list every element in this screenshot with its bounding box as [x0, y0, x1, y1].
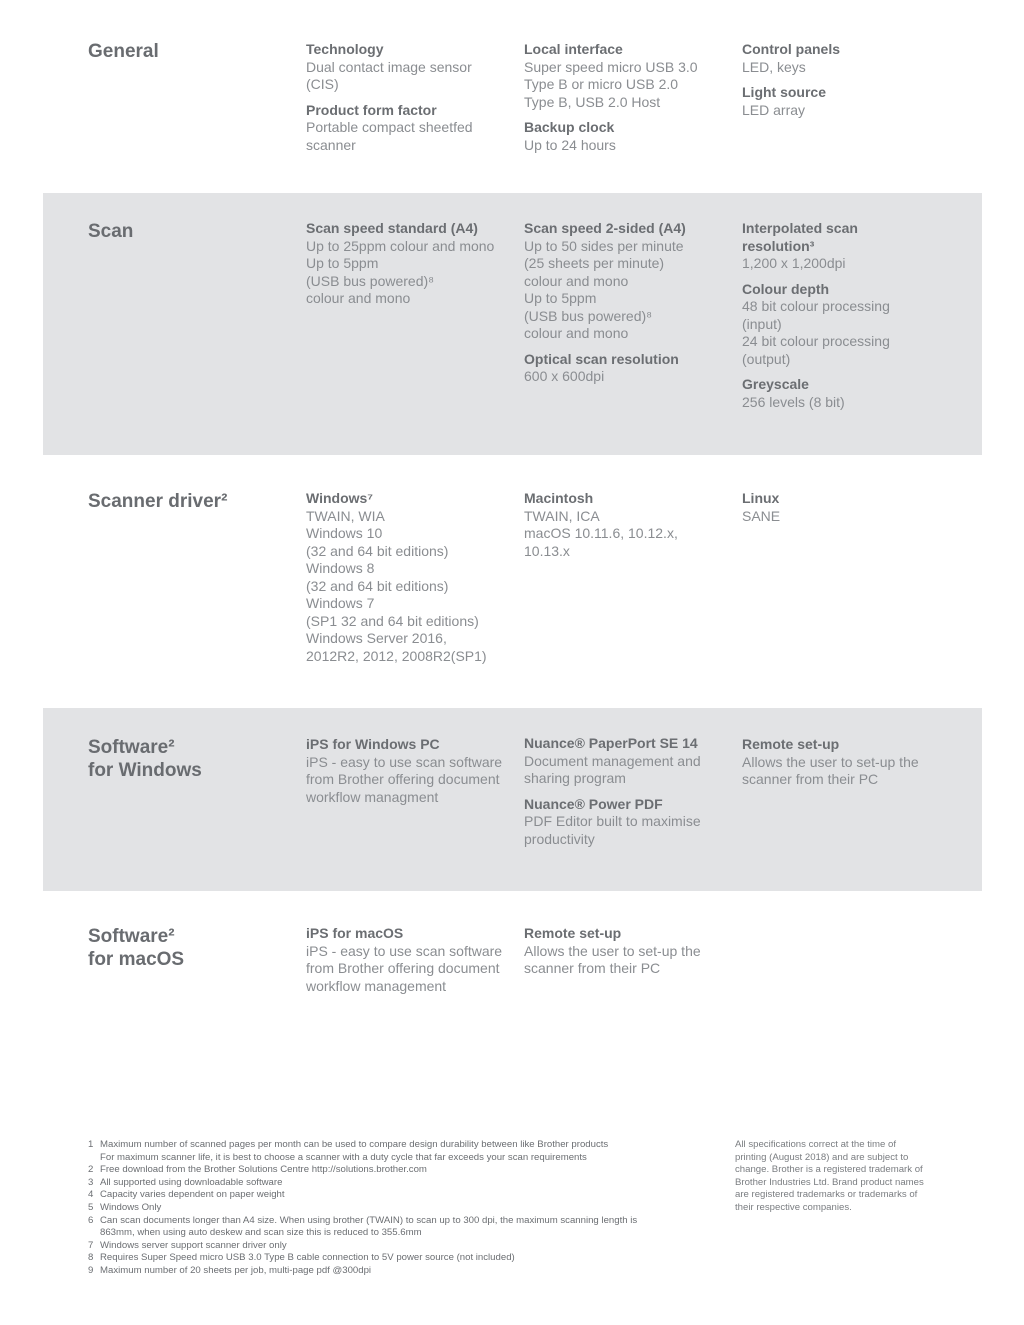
spec-title: Nuance® PaperPort SE 14	[524, 735, 698, 751]
spec-title: Technology	[306, 41, 384, 57]
spec-value: (CIS)	[306, 76, 339, 92]
footnote-text	[100, 1240, 698, 1253]
footnote-text	[100, 1252, 698, 1265]
spec-title: Scan speed standard (A4)	[306, 220, 478, 236]
footnote-line: For maximum scanner life, it is best to choose a scanner with a duty cycle that far exceeds your scan requirements	[100, 1151, 587, 1163]
footnote-line: Requires Super Speed micro USB 3.0 Type B cable connection to 5V power source (not included)	[100, 1252, 515, 1264]
spec-value: (USB bus powered)⁸	[306, 272, 435, 289]
sw-windows-col-3	[742, 736, 947, 797]
footnote-text	[100, 1202, 698, 1215]
spec-value: from Brother offering document	[306, 771, 500, 787]
spec-value: Up to 5ppm	[524, 290, 597, 306]
footnote-item	[88, 1252, 698, 1265]
spec-value: sharing program	[524, 770, 626, 786]
spec-value: (SP1 32 and 64 bit editions)	[306, 612, 479, 629]
spec-title: Colour depth	[742, 280, 830, 297]
spec-title: Remote set-up	[742, 736, 840, 752]
spec-title: Scan speed 2-sided (A4)	[524, 220, 686, 236]
spec-value: colour and mono	[524, 272, 629, 289]
spec-title: iPS for macOS	[306, 925, 404, 941]
spec-value: Windows 10	[306, 525, 383, 541]
footnote-number: 6	[88, 1214, 94, 1226]
spec-title: resolution³	[742, 237, 815, 254]
disclaimer-line: change. Brother is a registered trademark of	[735, 1164, 923, 1176]
spec-value: LED array	[742, 101, 806, 118]
spec-block	[306, 220, 511, 308]
spec-block	[742, 376, 947, 411]
spec-value: workflow managment	[306, 788, 439, 805]
spec-value: Allows the user to set-up the	[742, 753, 919, 770]
disclaimer-line: printing (August 2018) and are subject to	[735, 1151, 909, 1163]
spec-block	[306, 102, 511, 155]
disclaimer-line: All specifications correct at the time of	[735, 1139, 897, 1150]
spec-block	[306, 925, 511, 995]
spec-value: Document management and	[524, 752, 701, 769]
scan-section-title: Scan	[88, 221, 134, 242]
spec-value: (32 and 64 bit editions)	[306, 577, 449, 594]
spec-value: scanner	[306, 136, 356, 153]
footnote-number: 8	[88, 1252, 94, 1264]
spec-value: (USB bus powered)⁸	[524, 307, 653, 324]
spec-value: 256 levels (8 bit)	[742, 393, 845, 410]
footnote-item	[88, 1139, 698, 1164]
spec-value: from Brother offering document	[306, 960, 500, 976]
spec-value: iPS - easy to use scan software	[306, 942, 503, 959]
spec-value: 10.13.x	[524, 542, 570, 559]
spec-value: Up to 24 hours	[524, 136, 616, 153]
driver-col-1	[306, 490, 511, 673]
spec-value: Up to 5ppm	[306, 255, 379, 271]
spec-value: Windows 7	[306, 595, 375, 611]
sw-macos-col-2	[524, 925, 729, 986]
spec-title: Greyscale	[742, 376, 809, 392]
footnote-number: 2	[88, 1164, 94, 1176]
spec-value: 48 bit colour processing	[742, 298, 890, 314]
spec-block	[524, 796, 729, 849]
spec-value: PDF Editor built to maximise	[524, 813, 701, 829]
spec-title: Nuance® Power PDF	[524, 795, 663, 812]
spec-title: Optical scan resolution	[524, 350, 679, 367]
general-col-3	[742, 41, 947, 127]
disclaimer	[735, 1139, 940, 1215]
disclaimer-line: are registered trademarks or trademarks of	[735, 1189, 918, 1201]
spec-value: Dual contact image sensor	[306, 58, 472, 75]
spec-block	[306, 736, 511, 806]
spec-value: 1,200 x 1,200dpi	[742, 255, 846, 271]
spec-value: TWAIN, ICA	[524, 507, 600, 524]
spec-title: Product form factor	[306, 101, 437, 118]
spec-block	[742, 41, 947, 76]
scan-col-2	[524, 220, 729, 394]
spec-value: 2012R2, 2012, 2008R2(SP1)	[306, 647, 487, 664]
sw-macos-col-1	[306, 925, 511, 1003]
spec-block	[742, 736, 947, 789]
spec-title: Local interface	[524, 41, 623, 57]
spec-value: SANE	[742, 507, 781, 524]
spec-value: scanner from their PC	[524, 960, 661, 976]
footnote-line: Windows server support scanner driver only	[100, 1239, 287, 1251]
spec-value: LED, keys	[742, 58, 806, 75]
spec-block	[524, 220, 729, 343]
software-macos-title-line2: for macOS	[88, 949, 185, 970]
spec-title: Interpolated scan	[742, 220, 858, 236]
spec-value: colour and mono	[306, 290, 411, 306]
footnote-line: Capacity varies dependent on paper weight	[100, 1189, 285, 1201]
spec-block	[306, 490, 511, 665]
spec-value: TWAIN, WIA	[306, 507, 385, 524]
footnote-line: Can scan documents longer than A4 size. When using brother (TWAIN) to scan up to 300 dpi, the maximum scanning length is	[100, 1214, 638, 1226]
disclaimer-line: their respective companies.	[735, 1201, 852, 1213]
footnote-line: 863mm, when using auto deskew and scan size this is reduced to 355.6mm	[100, 1227, 422, 1239]
spec-block	[524, 41, 729, 111]
scanner-driver-section-title: Scanner driver²	[88, 491, 228, 512]
footnote-number: 1	[88, 1139, 94, 1150]
spec-value: workflow management	[306, 977, 447, 994]
spec-block	[742, 490, 947, 525]
footnote-line: Windows Only	[100, 1201, 162, 1213]
scan-col-3	[742, 220, 947, 419]
spec-value: Allows the user to set-up the	[524, 942, 701, 959]
footnote-text	[100, 1265, 698, 1278]
spec-value: Up to 25ppm colour and mono	[306, 237, 495, 254]
footnote-text	[100, 1189, 698, 1202]
spec-value: macOS 10.11.6, 10.12.x,	[524, 525, 678, 541]
footnote-item	[88, 1202, 698, 1215]
spec-title: Backup clock	[524, 119, 615, 135]
driver-col-3	[742, 490, 947, 533]
spec-title: Macintosh	[524, 490, 594, 506]
spec-value: iPS - easy to use scan software	[306, 753, 503, 770]
driver-col-2	[524, 490, 729, 568]
footnote-item	[88, 1189, 698, 1202]
footnote-number: 5	[88, 1201, 94, 1213]
software-macos-title-line1: Software²	[88, 926, 175, 947]
spec-block	[524, 735, 729, 788]
software-windows-section-title	[88, 736, 202, 782]
sw-windows-col-1	[306, 736, 511, 814]
disclaimer-line: Brother Industries Ltd. Brand product names	[735, 1176, 924, 1188]
footnote-number: 9	[88, 1264, 94, 1276]
spec-title: Windows⁷	[306, 490, 374, 506]
software-windows-title-line2: for Windows	[88, 760, 202, 781]
footnote-text	[100, 1164, 698, 1177]
spec-block	[742, 220, 947, 273]
footnote-line: All supported using downloadable software	[100, 1176, 283, 1188]
general-col-1	[306, 41, 511, 162]
sw-windows-col-2	[524, 735, 729, 856]
footnote-item	[88, 1265, 698, 1278]
spec-value: Type B, USB 2.0 Host	[524, 93, 661, 110]
spec-title: Linux	[742, 490, 780, 506]
spec-title: iPS for Windows PC	[306, 736, 440, 752]
spec-value: Up to 50 sides per minute	[524, 237, 684, 254]
spec-value: productivity	[524, 830, 595, 847]
footnotes	[88, 1139, 698, 1278]
spec-block	[742, 281, 947, 369]
footnote-text	[100, 1139, 698, 1164]
footnote-item	[88, 1215, 698, 1240]
footnote-text	[100, 1177, 698, 1190]
spec-value: Portable compact sheetfed	[306, 119, 473, 135]
spec-value: (32 and 64 bit editions)	[306, 542, 449, 559]
spec-value: Super speed micro USB 3.0	[524, 58, 698, 75]
spec-value: Type B or micro USB 2.0	[524, 76, 679, 92]
spec-title: Control panels	[742, 41, 841, 57]
general-section-title: General	[88, 41, 159, 62]
spec-value: (output)	[742, 350, 791, 367]
footnote-number: 4	[88, 1189, 94, 1201]
spec-title: Remote set-up	[524, 925, 622, 941]
spec-value: (input)	[742, 315, 782, 332]
software-windows-title-line1: Software²	[88, 737, 175, 758]
spec-block	[306, 41, 511, 94]
scan-col-1	[306, 220, 511, 316]
spec-value: Windows 8	[306, 560, 375, 576]
spec-title: Light source	[742, 84, 827, 100]
spec-value: Windows Server 2016,	[306, 630, 447, 646]
spec-value: scanner from their PC	[742, 771, 879, 787]
spec-value: (25 sheets per minute)	[524, 255, 665, 271]
spec-value: colour and mono	[524, 325, 629, 341]
footnote-line: Free download from the Brother Solutions Centre http://solutions.brother.com	[100, 1164, 427, 1176]
footnote-line: Maximum number of 20 sheets per job, multi-page pdf @300dpi	[100, 1264, 372, 1276]
footnote-line: Maximum number of scanned pages per month can be used to compare design durability between like Brother products	[100, 1139, 609, 1150]
spec-value: 600 x 600dpi	[524, 368, 605, 384]
spec-block	[524, 351, 729, 386]
spec-value: 24 bit colour processing	[742, 333, 890, 349]
footnote-item	[88, 1240, 698, 1253]
spec-block	[524, 925, 729, 978]
footnote-text	[100, 1215, 698, 1240]
spec-block	[524, 119, 729, 154]
footnote-item	[88, 1164, 698, 1177]
footnote-item	[88, 1177, 698, 1190]
general-col-2	[524, 41, 729, 162]
software-macos-section-title	[88, 925, 184, 971]
footnote-number: 7	[88, 1239, 94, 1251]
spec-block	[742, 84, 947, 119]
footnote-number: 3	[88, 1176, 94, 1188]
spec-block	[524, 490, 729, 560]
